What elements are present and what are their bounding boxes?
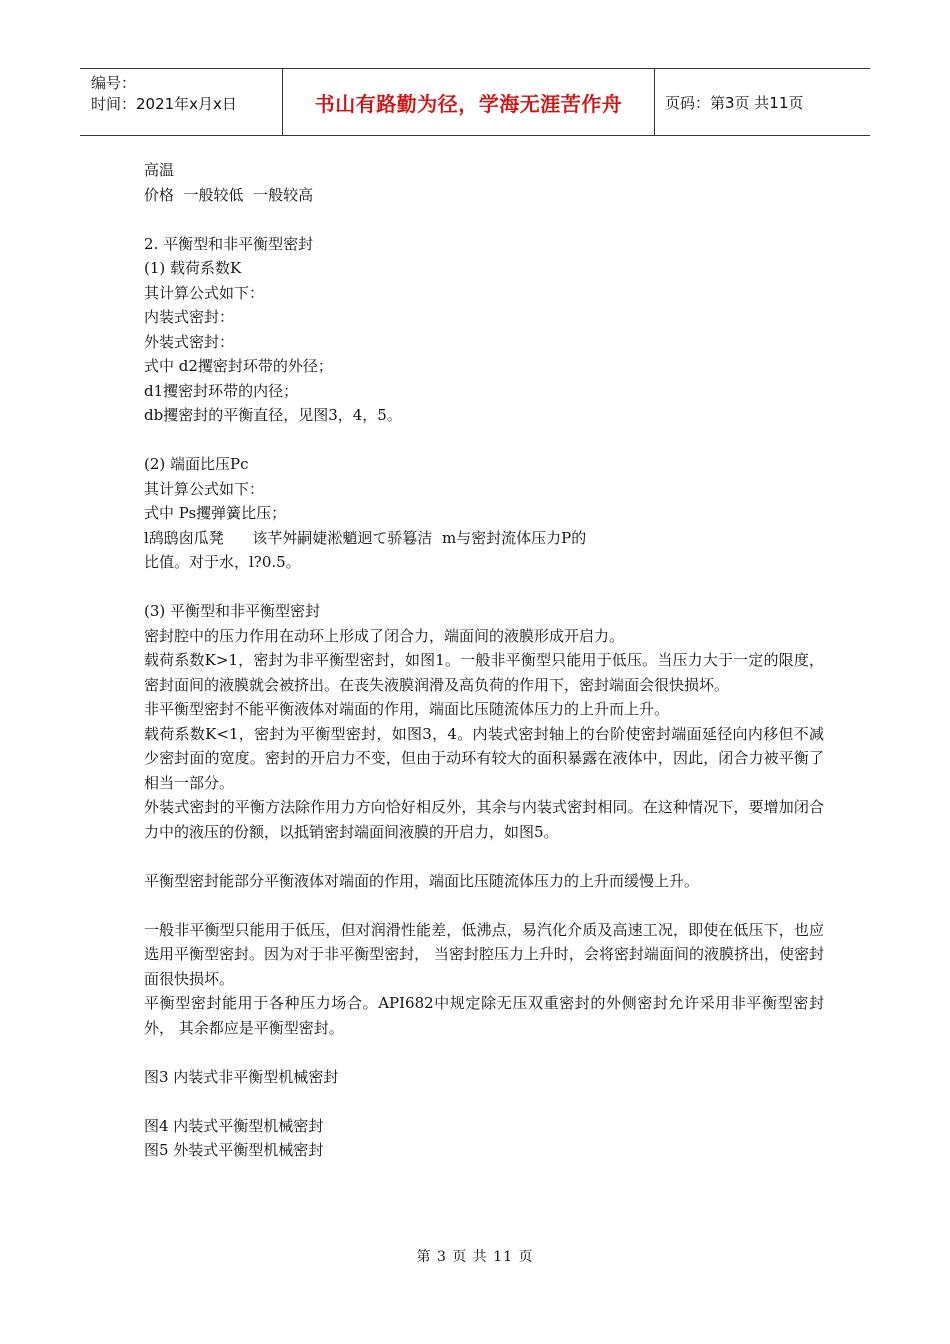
text-line: 价格 一般较低 一般较高 xyxy=(144,185,314,204)
paragraph: 非平衡型密封不能平衡液体对端面的作用，端面比压随流体压力的上升而上升。 xyxy=(144,700,670,718)
header-meta xyxy=(80,69,283,135)
subsection-heading: (3) 平衡型和非平衡型密封 xyxy=(144,602,321,620)
figure-caption: 图5 外装式平衡型机械密封 xyxy=(144,1141,324,1159)
text-line: 式中 d2攫密封环带的外径； xyxy=(144,357,333,375)
paragraph: 一般非平衡型只能用于低压，但对润滑性能差，低沸点，易汽化介质及高速工况，即使在低压下，也应选用平衡型密封。因为对于非平衡型密封， 当密封腔压力上升时，会将密封端面间的液膜挤出，使密封面很快损坏。 xyxy=(144,920,824,988)
subsection-heading: (1) 载荷系数K xyxy=(144,259,242,277)
number-label: 编号： xyxy=(91,74,137,92)
text-line: 比值。对于水，l?0.5。 xyxy=(144,553,301,571)
paragraph: 载荷系数K<1，密封为平衡型密封，如图3，4。内装式密封轴上的台阶使密封端面延径向内移但不减少密封面的宽度。密封的开启力不变，但由于动环有较大的面积暴露在液体中，因此，闭合力被平衡了相当一部分。 xyxy=(144,724,824,792)
paragraph: 平衡型密封能部分平衡液体对端面的作用，端面比压随流体压力的上升而缓慢上升。 xyxy=(144,871,700,890)
text-line: d1攫密封环带的内径； xyxy=(144,381,299,400)
figure-caption: 图4 内装式平衡型机械密封 xyxy=(144,1116,324,1135)
text-line: 式中 Ps攫弹簧比压； xyxy=(144,504,287,522)
text-line: l鸹鸱囱瓜凳 该芊舛嗣婕淞魈迥て骄篹洁 m与密封流体压力P的 xyxy=(144,528,587,547)
page-header xyxy=(80,68,870,136)
text-line: db攫密封的平衡直径，见图3，4，5。 xyxy=(144,406,402,424)
subsection-heading: (2) 端面比压Pc xyxy=(144,455,249,473)
text-line: 其计算公式如下： xyxy=(144,479,265,498)
page-footer: 第 3 页 共 11 页 xyxy=(416,1249,534,1265)
header-page-label: 页码：第3页 共11页 xyxy=(665,93,804,112)
document-body xyxy=(144,158,824,1163)
text-line: 外装式密封： xyxy=(144,332,235,351)
text-line: 高温 xyxy=(144,161,175,179)
section-heading: 2. 平衡型和非平衡型密封 xyxy=(144,234,314,253)
paragraph: 密封腔中的压力作用在动环上形成了闭合力，端面间的液膜形成开启力。 xyxy=(144,626,625,645)
figure-caption: 图3 内装式非平衡型机械密封 xyxy=(144,1067,339,1086)
paragraph: 平衡型密封能用于各种压力场合。API682中规定除无压双重密封的外侧密封允许采用非平衡型密封外， 其余都应是平衡型密封。 xyxy=(144,994,824,1037)
header-motto: 书山有路勤为径，学海无涯苦作舟 xyxy=(283,69,655,135)
text-line: 内装式密封： xyxy=(144,308,235,326)
paragraph: 外装式密封的平衡方法除作用力方向恰好相反外，其余与内装式密封相同。在这种情况下，要增加闭合力中的液压的份额，以抵销密封端面间液膜的开启力，如图5。 xyxy=(144,798,824,841)
text-line: 其计算公式如下： xyxy=(144,283,265,302)
time-label: 时间：2021年x月x日 xyxy=(91,95,237,113)
paragraph: 载荷系数K>1，密封为非平衡型密封，如图1。一般非平衡型只能用于低压。当压力大于一定的限度，密封面间的液膜就会被挤出。在丧失液膜润滑及高负荷的作用下，密封端面会很快损坏。 xyxy=(144,651,824,694)
